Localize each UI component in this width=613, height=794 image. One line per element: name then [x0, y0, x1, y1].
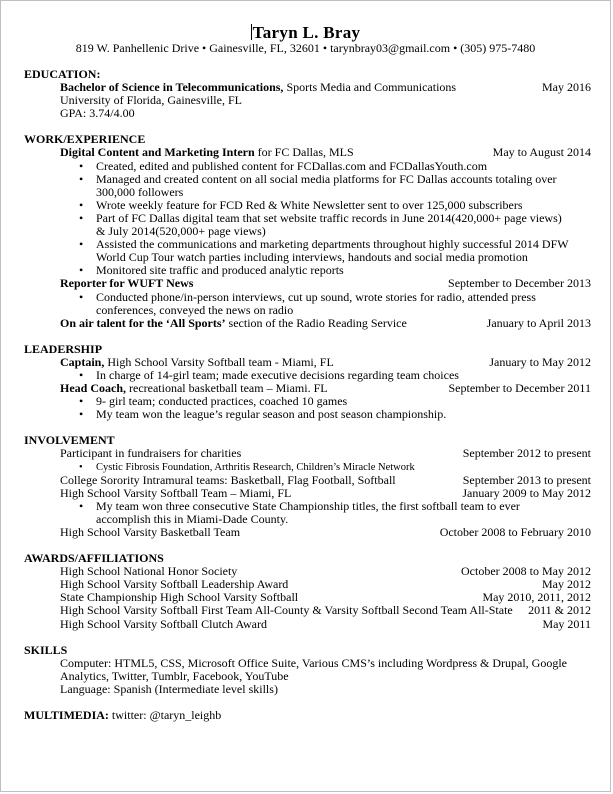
leadership-org: High School Varsity Softball team - Miami, FL: [104, 354, 334, 369]
award-label: High School National Honor Society: [60, 564, 238, 579]
multimedia-value: twitter: @taryn_leighb: [108, 708, 222, 723]
contact-line: 819 W. Panhellenic Drive • Gainesville, FL, 32601 • tarynbray03@gmail.com • (305) 975-7480: [75, 41, 536, 55]
involvement-bullets: [24, 461, 591, 474]
involvement-row: [24, 474, 591, 487]
involvement-bullets: [24, 500, 591, 526]
gpa: GPA: 3.74/4.00: [60, 106, 135, 121]
list-item: • My team won three consecutive State Championship titles, the first softball team to ever accomplish this in Miami-Dade County.: [24, 500, 591, 526]
degree-major: Sports Media and Communications: [283, 80, 457, 95]
section-education-title: EDUCATION:: [24, 67, 101, 81]
section-involvement-title: INVOLVEMENT: [24, 433, 115, 448]
leadership-role: Head Coach,: [60, 381, 126, 396]
leadership-org: recreational basketball team – Miami. FL: [126, 381, 328, 396]
list-item: • Assisted the communications and marketing departments throughout highly successful 2014 DFW World Cup Tour watch parties including interviews, handouts and social media promotion: [24, 238, 591, 264]
degree-date: May 2016: [542, 80, 591, 95]
involvement-row: [24, 487, 591, 500]
involvement-label: High School Varsity Softball Team – Miami, FL: [60, 485, 292, 500]
leadership-bullets: [24, 369, 591, 382]
award-date: May 2010, 2011, 2012: [482, 590, 591, 605]
award-label: High School Varsity Softball First Team All-County & Varsity Softball Second Team All-State: [60, 603, 513, 618]
skills-language: Language: Spanish (Intermediate level skills): [60, 681, 278, 696]
job-bullets: [24, 160, 591, 278]
involvement-label: Participant in fundraisers for charities: [60, 446, 242, 461]
leadership-bullets: [24, 395, 591, 421]
award-label: High School Varsity Softball Clutch Award: [60, 616, 267, 631]
list-item: • Created, edited and published content for FCDallas.com and FCDallasYouth.com: [24, 160, 591, 173]
multimedia-line: [24, 709, 591, 722]
award-date: May 2011: [542, 616, 591, 631]
award-row: [24, 618, 591, 631]
list-item: • In charge of 14-girl team; made executive decisions regarding team choices: [24, 369, 591, 382]
leadership-date: January to May 2012: [489, 354, 591, 369]
list-item: • Managed and created content on all social media platforms for FC Dallas accounts totaling over 300,000 followers: [24, 173, 591, 199]
job-date: September to December 2013: [448, 276, 591, 291]
list-item: • Part of FC Dallas digital team that set website traffic records in June 2014(420,000+ page views) & July 2014(520,000+ page views): [24, 212, 591, 238]
involvement-row: [24, 526, 591, 539]
job-org: section of the Radio Reading Service: [225, 315, 407, 330]
leadership-date: September to December 2011: [448, 381, 591, 396]
involvement-date: September 2013 to present: [462, 472, 591, 487]
job-date: January to April 2013: [486, 315, 591, 330]
involvement-row: [24, 447, 591, 460]
school-name: University of Florida, Gainesville, FL: [60, 93, 242, 108]
job-role: Digital Content and Marketing Intern: [60, 145, 255, 160]
award-label: State Championship High School Varsity Softball: [60, 590, 299, 605]
job-org: for FC Dallas, MLS: [254, 145, 354, 160]
list-item: • My team won the league’s regular season and post season championship.: [24, 408, 591, 421]
job-role: On air talent for the ‘All Sports’: [60, 315, 226, 330]
job-role: Reporter for WUFT News: [60, 276, 194, 291]
job-bullets: [24, 291, 591, 317]
job-row: [24, 277, 591, 290]
award-label: High School Varsity Softball Leadership Award: [60, 577, 289, 592]
section-multimedia-title: MULTIMEDIA:: [24, 708, 109, 723]
skills-computer: Computer: HTML5, CSS, Microsoft Office Suite, Various CMS’s including Wordpress & Drupal, Google Analytics, Twitter, Tumblr, Facebook, YouTube: [60, 655, 568, 683]
list-item: • Cystic Fibrosis Foundation, Arthritis Research, Children’s Miracle Network: [24, 461, 591, 474]
job-row: [24, 317, 591, 330]
resume-body: [24, 68, 591, 722]
job-row: [24, 146, 591, 159]
list-item: • Monitored site traffic and produced analytic reports: [24, 264, 591, 277]
section-skills-title: SKILLS: [24, 642, 68, 657]
involvement-date: January 2009 to May 2012: [462, 485, 591, 500]
list-item: • Conducted phone/in-person interviews, cut up sound, wrote stories for radio, attended press conferences, conveyed the news on radio: [24, 291, 591, 317]
involvement-date: October 2008 to February 2010: [439, 525, 591, 539]
text-cursor: [251, 24, 252, 40]
leadership-row: [24, 356, 591, 369]
section-leadership-title: LEADERSHIP: [24, 341, 103, 356]
involvement-date: September 2012 to present: [462, 446, 591, 461]
resume-name: Taryn L. Bray: [252, 23, 361, 42]
award-date: May 2012: [542, 577, 591, 592]
section-work-title: WORK/EXPERIENCE: [24, 132, 146, 147]
involvement-label: High School Varsity Basketball Team: [60, 525, 241, 539]
award-date: October 2008 to May 2012: [461, 564, 591, 579]
leadership-role: Captain,: [60, 354, 105, 369]
job-date: May to August 2014: [492, 145, 591, 160]
award-date: 2011 & 2012: [528, 603, 591, 618]
list-item: • Wrote weekly feature for FCD Red & White Newsletter sent to over 125,000 subscribers: [24, 199, 591, 212]
section-awards-title: AWARDS/AFFILIATIONS: [24, 551, 164, 566]
involvement-label: College Sorority Intramural teams: Basketball, Flag Football, Softball: [60, 472, 396, 487]
award-row: [24, 604, 591, 617]
list-item: • 9- girl team; conducted practices, coached 10 games: [24, 395, 591, 408]
degree-name: Bachelor of Science in Telecommunications,: [60, 80, 284, 95]
